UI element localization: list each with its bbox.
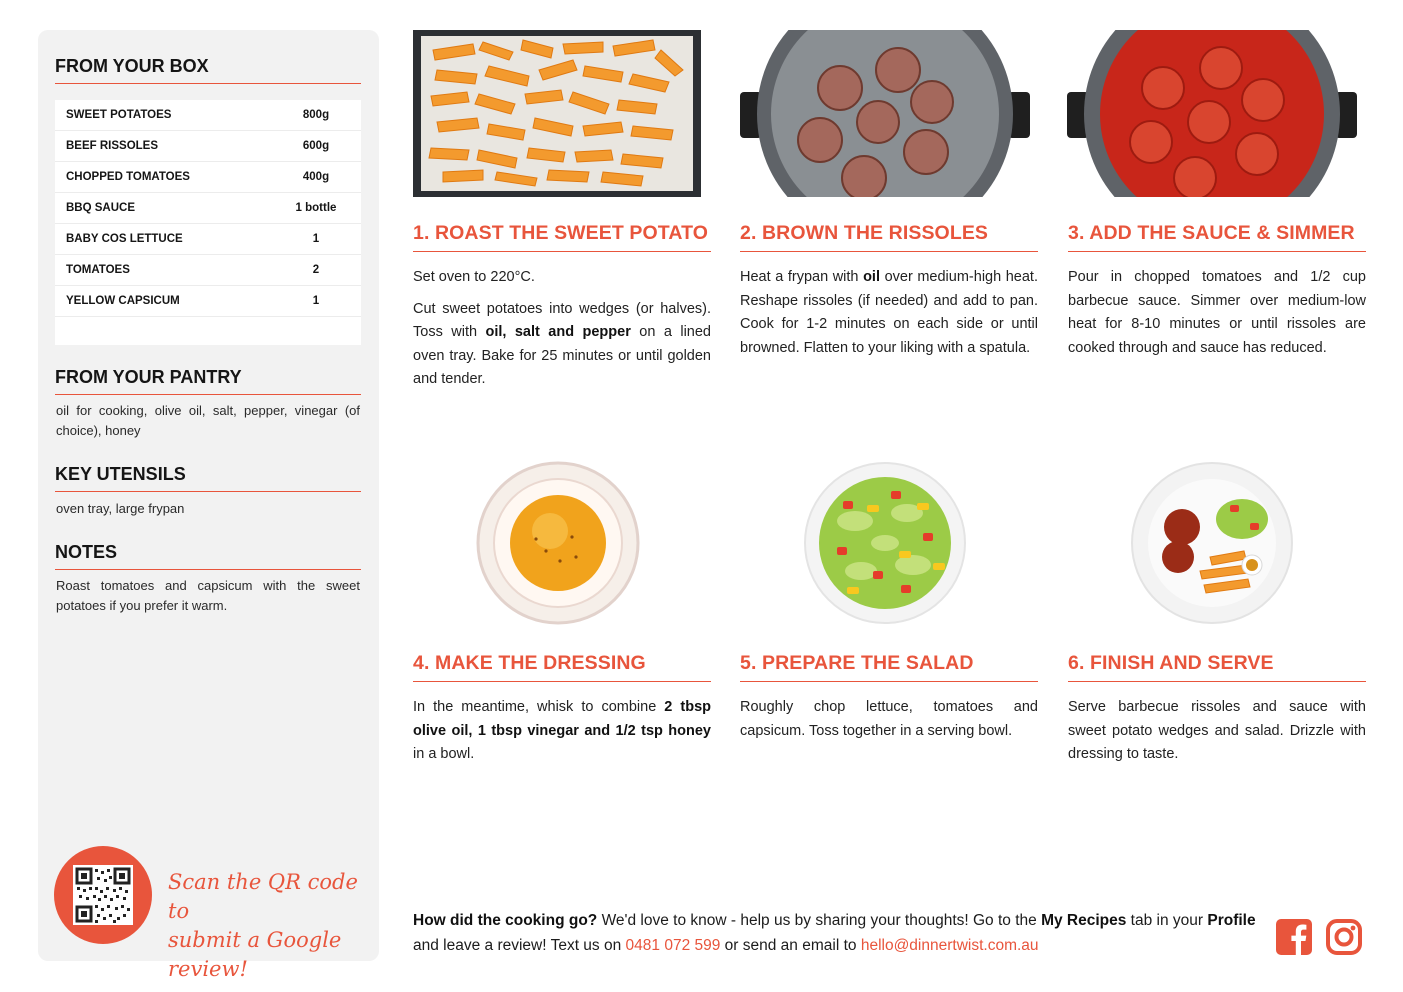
table-row — [55, 255, 361, 286]
qr-caption-line: submit a Google review! — [168, 928, 342, 981]
notes-text: Roast tomatoes and capsicum with the sweet potatoes if you prefer it warm. — [56, 578, 360, 613]
ingredient-qty: 2 — [312, 264, 320, 276]
pantry-text: oil for cooking, olive oil, salt, pepper, vinegar (of choice), honey — [56, 403, 360, 438]
notes-heading: NOTES — [55, 542, 361, 570]
qr-code-graphic — [73, 865, 133, 925]
ingredients-panel — [38, 30, 379, 981]
ingredient-qty: 1 — [312, 295, 320, 307]
ingredient-name: YELLOW CAPSICUM — [66, 295, 180, 307]
qr-caption-line: Scan the QR code to — [168, 870, 358, 923]
step-text: Cut sweet potatoes into wedges (or halves). Toss with — [413, 300, 711, 340]
footer-my-recipes: My Recipes — [1041, 912, 1127, 929]
step-title: 3. ADD THE SAUCE & SIMMER — [1068, 222, 1366, 252]
ingredient-name: BABY COS LETTUCE — [66, 233, 183, 245]
ingredient-qty: 400g — [302, 171, 330, 183]
footer-text: and leave a review! Text us on — [413, 937, 626, 954]
sweet-potato-tray-image — [413, 30, 701, 197]
step-paragraph — [740, 266, 1038, 360]
table-row — [55, 100, 361, 131]
step-paragraph — [413, 298, 711, 392]
ingredient-name: TOMATOES — [66, 264, 130, 276]
email-link[interactable]: hello@dinnertwist.com.au — [860, 937, 1039, 954]
finished-plate-image — [1130, 461, 1295, 626]
qr-caption — [168, 868, 368, 984]
step-body — [413, 266, 711, 392]
step-title: 5. PREPARE THE SALAD — [740, 652, 1038, 682]
footer-text: or send an email to — [720, 937, 861, 954]
browning-rissoles-pan-image — [740, 30, 1030, 197]
step-paragraph — [413, 696, 711, 767]
table-row — [55, 224, 361, 255]
step-paragraph: Roughly chop lettuce, tomatoes and capsicum. Toss together in a serving bowl. — [740, 699, 1038, 739]
instagram-icon[interactable] — [1325, 918, 1363, 956]
dressing-bowl-image — [476, 461, 641, 626]
facebook-icon[interactable] — [1275, 918, 1313, 956]
key-utensils-heading: KEY UTENSILS — [55, 464, 361, 492]
from-your-pantry-heading: FROM YOUR PANTRY — [55, 367, 361, 395]
footer-text: We'd love to know - help us by sharing your thoughts! Go to the — [597, 912, 1042, 929]
ingredient-name: SWEET POTATOES — [66, 109, 172, 121]
table-row — [55, 193, 361, 224]
qr-code[interactable] — [73, 865, 133, 925]
ingredient-qty: 1 bottle — [295, 202, 337, 214]
step-paragraph: Serve barbecue rissoles and sauce with sweet potato wedges and salad. Drizzle with dressing to taste. — [1068, 699, 1366, 762]
review-footer — [413, 908, 1263, 958]
step-title: 4. MAKE THE DRESSING — [413, 652, 711, 682]
footer-question: How did the cooking go? — [413, 912, 598, 929]
step-body — [413, 696, 711, 767]
step-body — [740, 696, 1038, 743]
box-ingredients-table — [55, 100, 361, 345]
footer-text: tab in your — [1126, 912, 1208, 929]
step-paragraph: Pour in chopped tomatoes and 1/2 cup barbecue sauce. Simmer over medium-low heat for 8-10 minutes or until rissoles are cooked through and sauce has reduced. — [1068, 269, 1366, 356]
table-row — [55, 286, 361, 317]
step-text: In the meantime, whisk to combine — [413, 699, 665, 715]
footer-profile: Profile — [1207, 912, 1256, 929]
utensils-text: oven tray, large frypan — [56, 501, 185, 516]
qr-badge — [54, 846, 152, 944]
step-body — [740, 266, 1038, 360]
from-your-box-heading: FROM YOUR BOX — [55, 56, 361, 84]
step-title: 6. FINISH AND SERVE — [1068, 652, 1366, 682]
step-text-bold: oil, salt and pepper — [485, 324, 631, 340]
salad-bowl-image — [803, 461, 968, 626]
step-text: over medium-high heat. Reshape rissoles (if needed) and add to pan. Cook for 1-2 minutes on each side or until browned. Flatten to your liking with a spatula. — [740, 269, 1038, 356]
rissoles-in-sauce-image — [1067, 30, 1357, 197]
step-paragraph: Set oven to 220°C. — [413, 269, 535, 285]
step-text: on a lined oven tray. Bake for 25 minutes or until golden and tender. — [413, 324, 711, 387]
step-title: 1. ROAST THE SWEET POTATO — [413, 222, 711, 252]
table-row — [55, 131, 361, 162]
step-text-bold: 2 tbsp olive oil, 1 tbsp vinegar and 1/2 tsp honey — [413, 699, 711, 739]
ingredient-qty: 600g — [302, 140, 330, 152]
ingredient-name: BEEF RISSOLES — [66, 140, 159, 152]
step-body — [1068, 266, 1366, 360]
phone-link[interactable]: 0481 072 599 — [625, 937, 721, 954]
ingredient-qty: 1 — [312, 233, 320, 245]
step-text: Heat a frypan with — [740, 269, 864, 285]
step-text-bold: oil — [863, 269, 880, 285]
ingredient-name: BBQ SAUCE — [66, 202, 136, 214]
ingredient-qty: 800g — [302, 109, 330, 121]
table-row — [55, 162, 361, 193]
step-body — [1068, 696, 1366, 767]
step-text: in a bowl. — [413, 746, 475, 762]
step-title: 2. BROWN THE RISSOLES — [740, 222, 1038, 252]
ingredient-name: CHOPPED TOMATOES — [66, 171, 190, 183]
